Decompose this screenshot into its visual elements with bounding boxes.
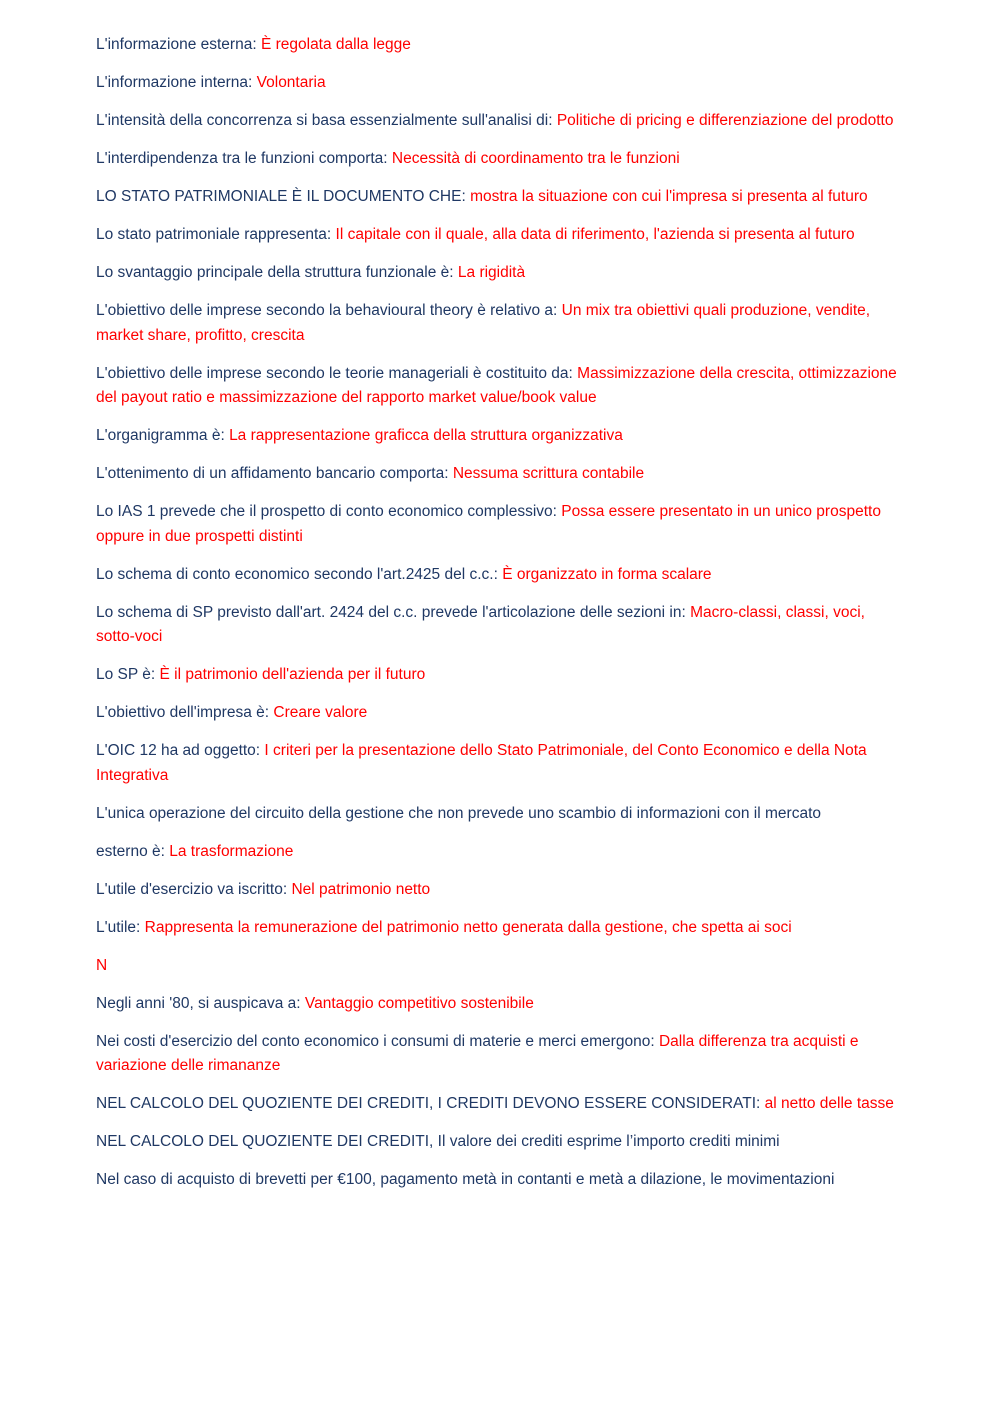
question-text: L'ottenimento di un affidamento bancario comporta: [96, 465, 449, 482]
question-text: esterno è: [96, 842, 165, 860]
qa-entry [96, 223, 904, 248]
qa-entry [96, 701, 904, 726]
question-text: L'informazione esterna: [96, 36, 257, 53]
question-text: L'OIC 12 ha ad oggetto: [96, 742, 261, 759]
qa-entry [96, 601, 904, 650]
question-text: L'obiettivo delle imprese secondo le teorie manageriali è costituito da: [96, 364, 573, 382]
answer-text: La rappresentazione graficca della struttura organizzativa [229, 427, 623, 444]
question-text: Lo IAS 1 prevede che il prospetto di conto economico complessivo: [96, 503, 557, 520]
qa-entry [96, 362, 904, 411]
answer-text: È regolata dalla legge [260, 36, 411, 53]
qa-entry [96, 1030, 904, 1079]
answer-text: È il patrimonio dell'azienda per il futuro [159, 666, 426, 683]
qa-entry [96, 462, 904, 487]
question-text: NEL CALCOLO DEL QUOZIENTE DEI CREDITI, I CREDITI DEVONO ESSERE CONSIDERATI: [96, 1095, 761, 1112]
qa-entry [96, 916, 904, 941]
qa-entry [96, 663, 904, 688]
qa-entry [96, 109, 904, 134]
answer-text: Nessuma scrittura contabile [452, 465, 645, 482]
question-text: Lo stato patrimoniale rappresenta: [96, 226, 332, 243]
qa-list-n [96, 992, 904, 1193]
question-text: Lo SP è: [96, 666, 156, 683]
qa-entry [96, 802, 904, 827]
question-text: L'utile d'esercizio va iscritto: [96, 880, 288, 898]
question-text: NEL CALCOLO DEL QUOZIENTE DEI CREDITI, Il valore dei crediti esprime l’importo crediti minimi [96, 1133, 780, 1150]
qa-entry [96, 33, 904, 58]
answer-text: I criteri per la presentazione dello Stato Patrimoniale, del Conto Economico e della Nota Integrativa [96, 742, 867, 784]
question-text: L'intensità della concorrenza si basa essenzialmente sull'analisi di: [96, 112, 553, 129]
qa-list-l [96, 33, 904, 940]
question-text: Lo schema di SP previsto dall'art. 2424 del c.c. prevede l'articolazione delle sezioni in: [96, 603, 686, 621]
question-text: L'organigramma è: [96, 427, 225, 444]
question-text: LO STATO PATRIMONIALE È IL DOCUMENTO CHE: [96, 188, 466, 205]
answer-text: Volontaria [256, 74, 326, 91]
answer-text: La rigidità [457, 264, 526, 281]
answer-text: Dalla differenza tra acquisti e variazione delle rimananze [96, 1032, 859, 1074]
question-text: Nei costi d'esercizio del conto economico i consumi di materie e merci emergono: [96, 1032, 655, 1050]
document-page [96, 33, 904, 1206]
answer-text: Nel patrimonio netto [291, 880, 431, 898]
qa-entry [96, 739, 904, 788]
answer-text: Necessità di coordinamento tra le funzioni [391, 150, 680, 167]
qa-entry [96, 992, 904, 1017]
qa-entry [96, 1168, 904, 1193]
answer-text: Il capitale con il quale, alla data di riferimento, l'azienda si presenta al futuro [335, 226, 855, 243]
question-text: L'unica operazione del circuito della gestione che non prevede uno scambio di informazioni con il mercato [96, 804, 821, 822]
question-text: Negli anni '80, si auspicava a: [96, 994, 301, 1012]
answer-text: al netto delle tasse [764, 1095, 894, 1112]
question-text: Lo svantaggio principale della struttura funzionale è: [96, 264, 454, 281]
qa-entry [96, 878, 904, 903]
question-text: L'interdipendenza tra le funzioni comporta: [96, 150, 388, 167]
qa-entry [96, 500, 904, 549]
answer-text: La trasformazione [169, 842, 294, 860]
qa-entry [96, 563, 904, 588]
answer-text: Politiche di pricing e differenziazione del prodotto [556, 112, 894, 129]
qa-entry [96, 261, 904, 286]
qa-entry [96, 147, 904, 172]
question-text: Lo schema di conto economico secondo l'art.2425 del c.c.: [96, 565, 498, 583]
answer-text: Massimizzazione della crescita, ottimizzazione del payout ratio e massimizzazione del rapporto market value/book value [96, 364, 897, 406]
qa-entry [96, 1130, 904, 1155]
qa-entry [96, 840, 904, 865]
answer-text: Macro-classi, classi, voci, sotto-voci [96, 603, 865, 645]
question-text: L'informazione interna: [96, 74, 253, 91]
section-letter: N [96, 956, 108, 974]
question-text: L'obiettivo delle imprese secondo la behavioural theory è relativo a: [96, 302, 558, 319]
qa-entry [96, 1092, 904, 1117]
answer-text: Vantaggio competitivo sostenibile [304, 994, 534, 1012]
question-text: L'utile: [96, 918, 141, 936]
qa-entry [96, 71, 904, 96]
answer-text: Rappresenta la remunerazione del patrimonio netto generata dalla gestione, che spetta ai soci [144, 918, 792, 936]
answer-text: Possa essere presentato in un unico prospetto oppure in due prospetti distinti [96, 503, 881, 545]
qa-entry [96, 424, 904, 449]
question-text: Nel caso di acquisto di brevetti per €100, pagamento metà in contanti e metà a dilazione, le movimentazioni [96, 1171, 835, 1188]
answer-text: Creare valore [273, 704, 368, 721]
qa-entry [96, 185, 904, 210]
question-text: L'obiettivo dell'impresa è: [96, 704, 270, 721]
answer-text: Un mix tra obiettivi quali produzione, vendite, market share, profitto, crescita [96, 302, 871, 344]
answer-text: È organizzato in forma scalare [502, 565, 712, 583]
qa-entry [96, 299, 904, 348]
answer-text: mostra la situazione con cui l'impresa si presenta al futuro [470, 188, 868, 205]
